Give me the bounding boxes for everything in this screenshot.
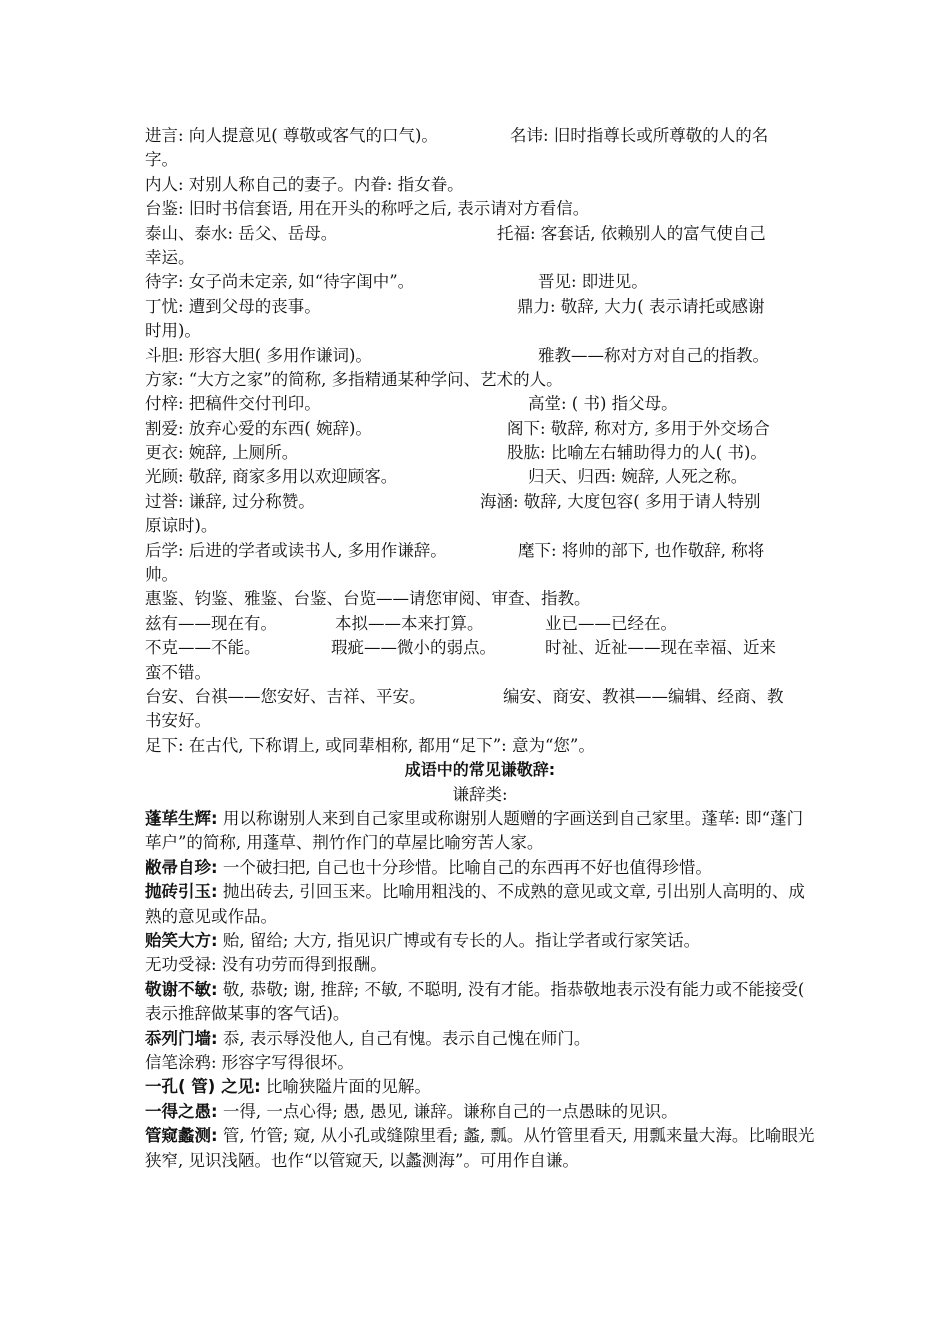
entry: 时祉、近祉——现在幸福、近来	[545, 638, 776, 658]
entry: 阁下: 敬辞, 称对方, 多用于外交场合	[507, 418, 770, 438]
entry: 海涵: 敬辞, 大度包容( 多用于请人特别	[480, 491, 761, 511]
text-line	[145, 441, 815, 465]
text-line	[145, 490, 815, 514]
idiom-definition: 抛出砖去, 引回玉来。比喻用粗浅的、不成熟的意见或文章, 引出别人高明的、成熟的意见或作品。	[145, 882, 805, 926]
entry: 丁忧: 遭到父母的丧事。	[145, 296, 321, 316]
text-line	[145, 222, 815, 246]
text-line: 方家: “大方之家”的简称, 多指精通某种学问、艺术的人。	[145, 369, 563, 389]
text-line: 字。	[145, 150, 178, 170]
idiom-entry	[145, 1124, 815, 1173]
idiom-definition: 贻, 留给; 大方, 指见识广博或有专长的人。指让学者或行家笑话。	[217, 930, 701, 950]
entry: 台安、台祺——您安好、吉祥、平安。	[145, 686, 426, 706]
entry: 割爱: 放弃心爱的东西( 婉辞)。	[145, 418, 372, 438]
idiom-entry	[145, 978, 815, 1027]
idiom-definition: 一得, 一点心得; 愚, 愚见, 谦辞。谦称自己的一点愚昧的见识。	[217, 1101, 678, 1121]
entry: 光顾: 敬辞, 商家多用以欢迎顾客。	[145, 467, 398, 487]
entry: 鼎力: 敬辞, 大力( 表示请托或感谢	[517, 296, 765, 316]
text-line: 时用)。	[145, 321, 201, 341]
idiom-term: 蓬荜生辉:	[145, 808, 218, 828]
entry: 进言: 向人提意见( 尊敬或客气的口气)。	[145, 126, 438, 145]
entry: 雅教——称对方对自己的指教。	[538, 345, 769, 365]
entry: 待字: 女子尚未定亲, 如“待字闺中”。	[145, 272, 415, 292]
entry: 归天、归西: 婉辞, 人死之称。	[528, 467, 748, 487]
entry: 付梓: 把稿件交付刊印。	[145, 394, 321, 414]
text-line: 蛮不错。	[145, 662, 211, 682]
document-page	[145, 124, 815, 1173]
idiom-term: 管窥蠡测:	[145, 1126, 218, 1146]
text-line	[145, 612, 815, 636]
text-line: 帅。	[145, 565, 178, 585]
text-line	[145, 270, 815, 294]
idiom-definition: 比喻狭隘片面的见解。	[260, 1077, 431, 1097]
entry: 兹有——现在有。	[145, 613, 277, 633]
idiom-entry	[145, 1075, 815, 1099]
text-line: 足下: 在古代, 下称谓上, 或同辈相称, 都用“足下”: 意为“您”。	[145, 735, 595, 755]
text-line	[145, 465, 815, 489]
idiom-term: 敬谢不敏:	[145, 979, 218, 999]
section-subtitle: 谦辞类:	[452, 784, 508, 804]
entry: 晋见: 即进见。	[538, 272, 648, 292]
text-line	[145, 636, 815, 660]
entry: 不克——不能。	[145, 638, 261, 658]
idiom-term: 贻笑大方:	[145, 930, 218, 950]
text-line	[145, 295, 815, 319]
entry: 过誉: 谦辞, 过分称赞。	[145, 491, 315, 511]
idiom-entry	[145, 953, 815, 977]
idiom-entry	[145, 1100, 815, 1124]
entry: 泰山、泰水: 岳父、岳母。	[145, 223, 338, 243]
text-line	[145, 392, 815, 416]
text-line: 惠鉴、钧鉴、雅鉴、台鉴、台览——请您审阅、审查、指教。	[145, 589, 591, 609]
idiom-entry	[145, 1027, 815, 1051]
idiom-entry	[145, 880, 815, 929]
idiom-term: 敝帚自珍:	[145, 857, 218, 877]
idiom-definition: 没有功劳而得到报酬。	[216, 955, 387, 975]
text-line: 内人: 对别人称自己的妻子。内眷: 指女眷。	[145, 174, 464, 194]
text-line: 书安好。	[145, 711, 211, 731]
section-title: 成语中的常见谦敬辞:	[404, 760, 556, 780]
text-line	[145, 344, 815, 368]
text-line	[145, 685, 815, 709]
idiom-definition: 敬, 恭敬; 谢, 推辞; 不敏, 不聪明, 没有才能。指恭敬地表示没有能力或不能接受( 表示推辞做某事的客气话)。	[145, 979, 805, 1024]
entry: 托福: 客套话, 依赖别人的富气使自己	[497, 223, 766, 243]
idiom-term: 忝列门墙:	[145, 1028, 218, 1048]
idiom-definition: 形容字写得很坏。	[216, 1053, 354, 1072]
idiom-term: 信笔涂鸦:	[145, 1053, 217, 1072]
idiom-entry	[145, 1051, 815, 1075]
entry: 本拟——本来打算。	[335, 613, 484, 633]
entry: 股肱: 比喻左右辅助得力的人( 书)。	[507, 443, 767, 463]
idiom-list	[145, 807, 815, 1173]
text-line: 原谅时)。	[145, 516, 218, 536]
entry: 斗胆: 形容大胆( 多用作谦词)。	[145, 345, 372, 365]
entry: 名讳: 旧时指尊长或所尊敬的人的名	[510, 126, 769, 145]
idiom-entry	[145, 929, 815, 953]
idiom-term: 一得之愚:	[145, 1101, 218, 1121]
idiom-term: 无功受禄:	[145, 955, 217, 975]
entry: 更衣: 婉辞, 上厕所。	[145, 443, 299, 463]
entry: 麾下: 将帅的部下, 也作敬辞, 称将	[518, 540, 765, 560]
entry: 编安、商安、教祺——编辑、经商、教	[503, 686, 784, 706]
entry: 后学: 后进的学者或读书人, 多用作谦辞。	[145, 540, 447, 560]
idiom-term: 抛砖引玉:	[145, 882, 218, 902]
entry: 瑕疵——微小的弱点。	[331, 638, 496, 658]
text-line: 幸运。	[145, 247, 195, 267]
idiom-term: 一孔( 管) 之见:	[145, 1077, 261, 1097]
text-line	[145, 417, 815, 441]
entry: 业已——已经在。	[545, 613, 677, 633]
idiom-definition: 忝, 表示辱没他人, 自己有愧。表示自己愧在师门。	[217, 1028, 591, 1048]
text-line	[145, 124, 815, 148]
text-line	[145, 539, 815, 563]
idiom-definition: 一个破扫把, 自己也十分珍惜。比喻自己的东西再不好也值得珍惜。	[217, 857, 712, 877]
idiom-entry	[145, 856, 815, 880]
text-line: 台鉴: 旧时书信套语, 用在开头的称呼之后, 表示请对方看信。	[145, 199, 590, 219]
idiom-definition: 用以称谢别人来到自己家里或称谢别人题赠的字画送到自己家里。蓬荜: 即“蓬门荜户”的简称, 用蓬草、荆竹作门的草屋比喻穷苦人家。	[145, 808, 804, 853]
idiom-entry	[145, 807, 815, 856]
entry: 高堂: ( 书) 指父母。	[528, 394, 678, 414]
idiom-definition: 管, 竹管; 窥, 从小孔或缝隙里看; 蠡, 瓢。从竹管里看天, 用瓢来量大海。比喻眼光狭窄, 见识浅陋。也作“以管窥天, 以蠡测海”。可用作自谦。	[145, 1126, 815, 1170]
